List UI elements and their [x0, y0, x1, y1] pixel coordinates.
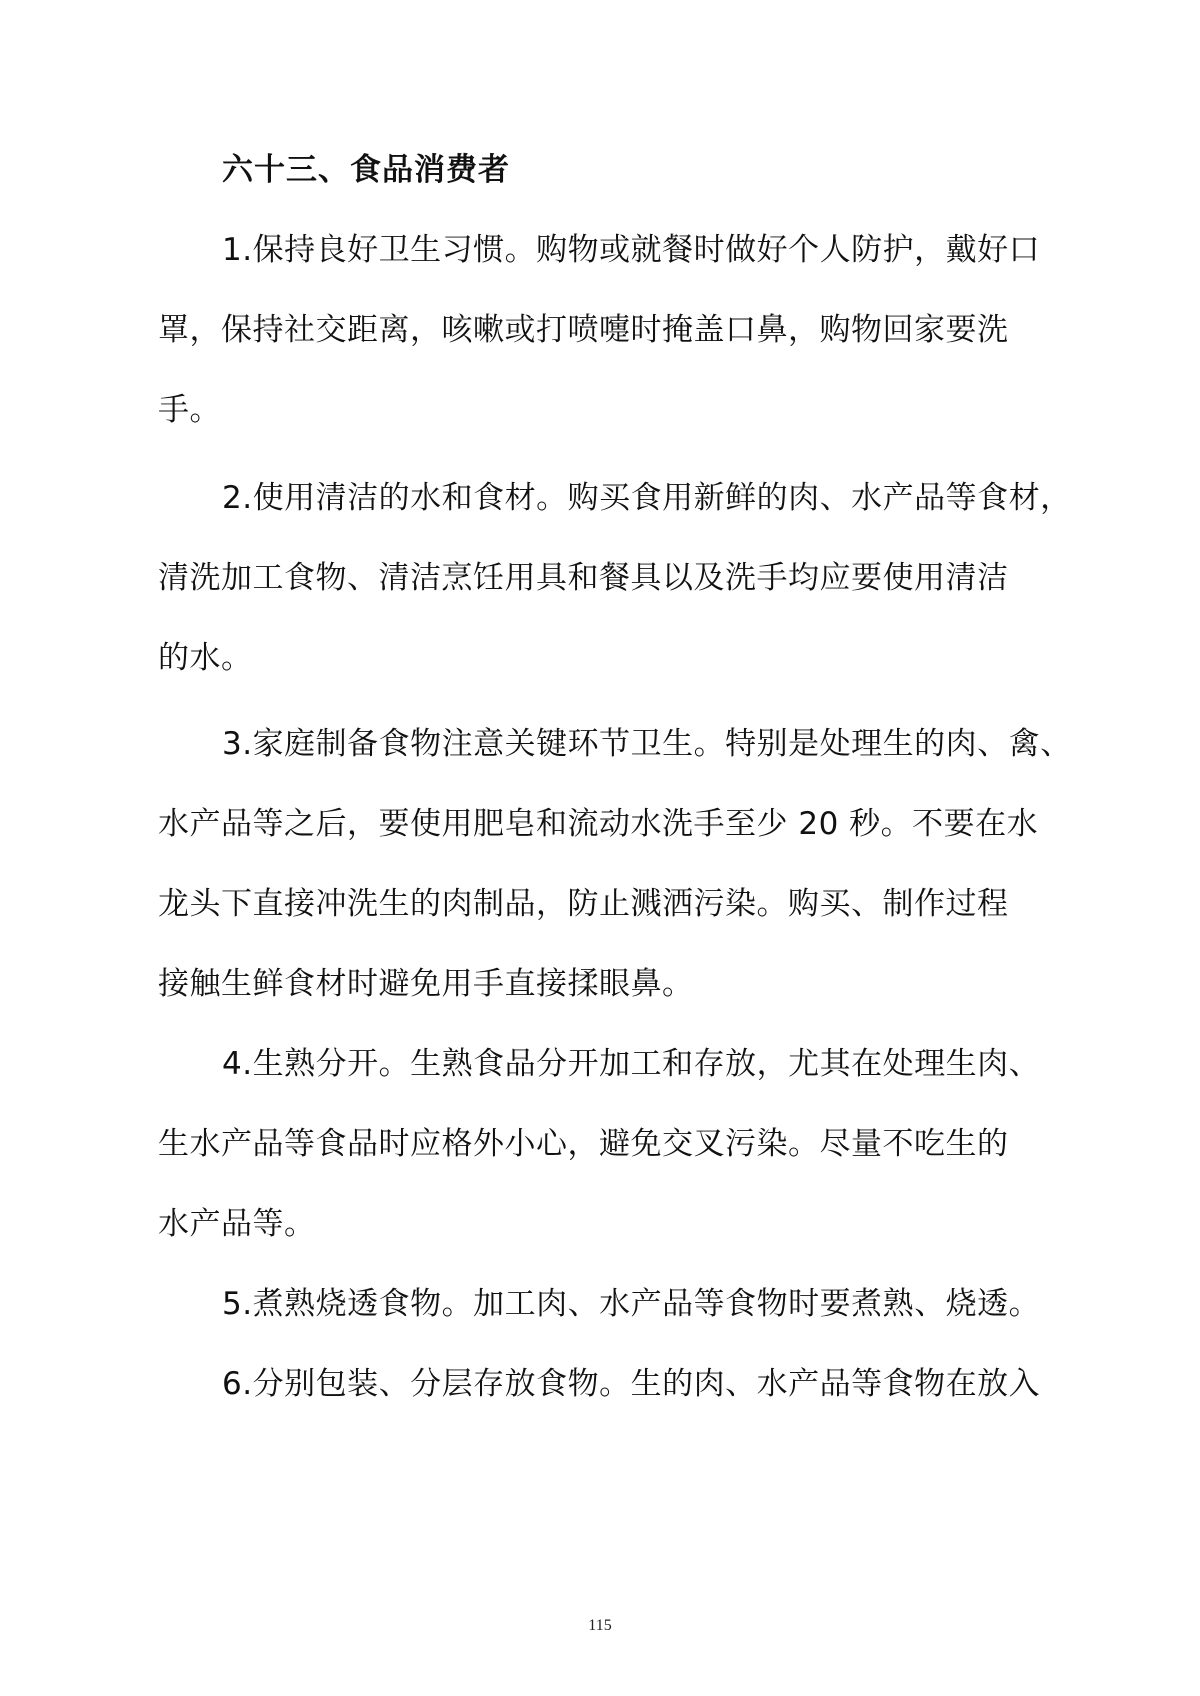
paragraph-1-line-1: 1.保持良好卫生习惯。购物或就餐时做好个人防护，戴好口	[222, 232, 1041, 268]
paragraph-3-line-2: 水产品等之后，要使用肥皂和流动水洗手至少 20 秒。不要在水	[158, 806, 1039, 842]
paragraph-2-line-2: 清洗加工食物、清洁烹饪用具和餐具以及洗手均应要使用清洁	[158, 560, 1009, 596]
paragraph-2-line-1: 2.使用清洁的水和食材。购买食用新鲜的肉、水产品等食材，	[222, 480, 1072, 516]
paragraph-2-line-3: 的水。	[158, 640, 253, 676]
paragraph-4-line-3: 水产品等。	[158, 1206, 316, 1242]
page-number: 115	[588, 1617, 612, 1634]
paragraph-3-line-1: 3.家庭制备食物注意关键环节卫生。特别是处理生的肉、禽、	[222, 726, 1072, 762]
paragraph-4-line-2: 生水产品等食品时应格外小心，避免交叉污染。尽量不吃生的	[158, 1126, 1009, 1162]
paragraph-3-line-3: 龙头下直接冲洗生的肉制品，防止溅洒污染。购买、制作过程	[158, 886, 1009, 922]
paragraph-6-line-1: 6.分别包装、分层存放食物。生的肉、水产品等食物在放入	[222, 1366, 1041, 1402]
paragraph-4-line-1: 4.生熟分开。生熟食品分开加工和存放，尤其在处理生肉、	[222, 1046, 1041, 1082]
paragraph-1-line-3: 手。	[158, 392, 221, 428]
paragraph-3-line-4: 接触生鲜食材时避免用手直接揉眼鼻。	[158, 966, 694, 1002]
section-heading: 六十三、食品消费者	[222, 152, 510, 188]
paragraph-5-line-1: 5.煮熟烧透食物。加工肉、水产品等食物时要煮熟、烧透。	[222, 1286, 1041, 1322]
paragraph-1-line-2: 罩，保持社交距离，咳嗽或打喷嚏时掩盖口鼻，购物回家要洗	[158, 312, 1009, 348]
